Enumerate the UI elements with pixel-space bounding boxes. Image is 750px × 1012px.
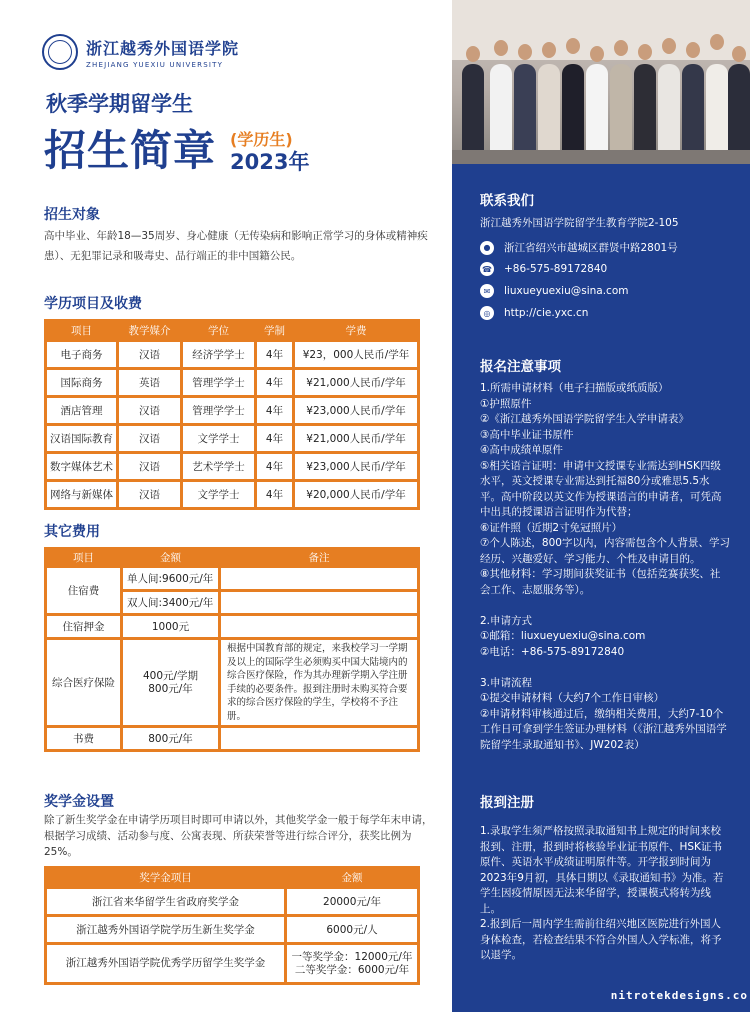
section-heading-target: 招生对象 bbox=[44, 207, 100, 223]
table-cell: 艺术学学士 bbox=[182, 453, 256, 481]
table-row bbox=[46, 453, 419, 481]
table-header: 项目 bbox=[46, 321, 118, 341]
contact-text: 浙江省绍兴市越城区群贤中路2801号 bbox=[504, 242, 678, 254]
table-header: 教学媒介 bbox=[118, 321, 182, 341]
section-heading-programs: 学历项目及收费 bbox=[44, 296, 142, 312]
table-header: 奖学金项目 bbox=[46, 868, 286, 888]
page-subtitle: 秋季学期留学生 bbox=[46, 92, 193, 116]
table-cell: 20000元/年 bbox=[286, 888, 419, 916]
table-cell: 数字媒体艺术 bbox=[46, 453, 118, 481]
section-heading-scholarship: 奖学金设置 bbox=[44, 794, 114, 810]
section-heading-other: 其它费用 bbox=[44, 524, 100, 540]
watermark: nitrotekdesigns.co bbox=[610, 989, 748, 1002]
table-row bbox=[46, 369, 419, 397]
table-cell: 4年 bbox=[256, 369, 294, 397]
contact-text[interactable]: http://cie.yxc.cn bbox=[504, 307, 589, 319]
other-fees-table bbox=[44, 547, 420, 752]
table-cell: 1000元 bbox=[122, 615, 220, 639]
table-row bbox=[46, 944, 419, 984]
table-row bbox=[46, 425, 419, 453]
email-icon: ✉ bbox=[480, 284, 494, 298]
school-name-cn: 浙江越秀外国语学院 bbox=[86, 38, 240, 58]
table-cell: 汉语 bbox=[118, 341, 182, 369]
table-cell: 国际商务 bbox=[46, 369, 118, 397]
right-column bbox=[452, 0, 750, 1012]
table-row bbox=[46, 727, 419, 751]
section-heading-register: 报到注册 bbox=[480, 795, 534, 811]
table-cell: 400元/学期 800元/年 bbox=[122, 639, 220, 727]
table-cell: 住宿押金 bbox=[46, 615, 122, 639]
table-cell: 800元/年 bbox=[122, 727, 220, 751]
page-title: 招生简章 bbox=[44, 126, 217, 175]
table-cell: 汉语 bbox=[118, 481, 182, 509]
phone-icon: ☎ bbox=[480, 262, 494, 276]
table-cell: 一等奖学金：12000元/年 二等奖学金：6000元/年 bbox=[286, 944, 419, 984]
table-cell bbox=[220, 591, 419, 615]
table-header: 项目 bbox=[46, 549, 122, 567]
table-cell: 单人间:9600元/年 bbox=[122, 567, 220, 591]
table-cell: 6000元/人 bbox=[286, 916, 419, 944]
table-cell: 住宿费 bbox=[46, 567, 122, 615]
title-year: 2023年 bbox=[230, 150, 310, 174]
table-cell bbox=[220, 727, 419, 751]
register-text: 1.录取学生须严格按照录取通知书上规定的时间来校报到、注册，报到时将核验毕业证书原件、HSK证书原件、英语水平成绩证明原件等。开学报到时间为2023年9月初，具体日期以《录取通知书》为准。若学生因疫情原因无法来华留学，授课模式将转为线上。 2.报到后一周内学生需前往绍兴地区医院进行外国人身体检查，若检查结果不符合外国人入学标准，将予以退学。 bbox=[480, 825, 724, 961]
table-cell: 汉语国际教育 bbox=[46, 425, 118, 453]
school-logo bbox=[42, 34, 239, 70]
table-cell: 汉语 bbox=[118, 453, 182, 481]
table-cell: 书费 bbox=[46, 727, 122, 751]
table-cell: 双人间:3400元/年 bbox=[122, 591, 220, 615]
table-cell: 网络与新媒体 bbox=[46, 481, 118, 509]
title-tag: (学历生) bbox=[230, 130, 293, 149]
table-row bbox=[46, 397, 419, 425]
web-icon: ◎ bbox=[480, 306, 494, 320]
contact-item bbox=[480, 306, 588, 320]
contact-text[interactable]: liuxueyuexiu@sina.com bbox=[504, 285, 629, 297]
table-cell: 综合医疗保险 bbox=[46, 639, 122, 727]
section-heading-notes: 报名注意事项 bbox=[480, 359, 561, 375]
table-cell-note: 根据中国教育部的规定，来我校学习一学期及以上的国际学生必须购买中国大陆境内的综合医疗保险，作为其办理新学期入学注册手续的必要条件。报到注册时未购买符合要求的综合医疗保险的学生，学校将不予注册。 bbox=[220, 639, 419, 727]
section-heading-contact: 联系我们 bbox=[480, 193, 534, 209]
table-row bbox=[46, 481, 419, 509]
table-header: 学位 bbox=[182, 321, 256, 341]
table-header: 金额 bbox=[122, 549, 220, 567]
table-cell: ¥23,000人民币/学年 bbox=[294, 453, 419, 481]
table-row bbox=[46, 341, 419, 369]
contact-item bbox=[480, 262, 607, 276]
table-cell: 浙江省来华留学生省政府奖学金 bbox=[46, 888, 286, 916]
table-cell: 汉语 bbox=[118, 397, 182, 425]
school-seal-icon bbox=[42, 34, 78, 70]
group-photo bbox=[452, 0, 750, 164]
table-cell: ¥21,000人民币/学年 bbox=[294, 425, 419, 453]
table-header: 学费 bbox=[294, 321, 419, 341]
table-cell: 4年 bbox=[256, 453, 294, 481]
table-row bbox=[46, 639, 419, 727]
table-header: 学制 bbox=[256, 321, 294, 341]
notes-text: 1.所需申请材料（电子扫描版或纸质版） ①护照原件 ②《浙江越秀外国语学院留学生入学申请表》 ③高中毕业证书原件 ④高中成绩单原件 ⑤相关语言证明：申请中文授课专业需达到HSK四级水平，英文授课专业需达到托福80分或雅思5.5水平。高中阶段以英文作为授课语言的申请者，可凭高中出具的授课语言证明作为代替； ⑥证件照（近期2寸免冠照片） ⑦个人陈述，800字以内，内容需包含个人背景、学习经历、兴趣爱好、学习能力、个性及申请目的。 ⑧其他材料：学习期间获奖证书（包括竞赛获奖、社会工作、志愿服务等）。 2.申请方式 ①邮箱：liuxueyuexiu@sina.com ②电话：+86-575-89172840 3.申请流程 ①提交申请材料（大约7个工作日审核） ②申请材料审核通过后，缴纳相关费用，大约7-10个工作日可拿到学生签证办理材料（《浙江越秀外国语学院留学生录取通知书》、JW202表） bbox=[480, 382, 730, 751]
table-cell: ¥23，000人民币/学年 bbox=[294, 341, 419, 369]
table-cell: 4年 bbox=[256, 425, 294, 453]
school-name-en: ZHEJIANG YUEXIU UNIVERSITY bbox=[86, 60, 224, 69]
table-cell: 4年 bbox=[256, 397, 294, 425]
table-cell: ¥21,000人民币/学年 bbox=[294, 369, 419, 397]
table-row bbox=[46, 916, 419, 944]
scholarship-text: 除了新生奖学金在申请学历项目时即可申请以外，其他奖学金一般于每学年末申请，根据学习成绩、活动参与度、公寓表现、所获荣誉等进行综合评分，获奖比例为25%。 bbox=[44, 814, 433, 858]
contact-office: 浙江越秀外国语学院留学生教育学院2-105 bbox=[480, 217, 679, 229]
table-cell bbox=[220, 567, 419, 591]
location-icon: ● bbox=[480, 241, 494, 255]
contact-item bbox=[480, 240, 678, 255]
table-cell: 4年 bbox=[256, 341, 294, 369]
target-text: 高中毕业、年龄18—35周岁、身心健康（无传染病和影响正常学习的身体或精神疾患）、无犯罪记录和吸毒史、品行端正的非中国籍公民。 bbox=[44, 230, 428, 262]
table-cell: 文学学士 bbox=[182, 481, 256, 509]
table-cell: 4年 bbox=[256, 481, 294, 509]
table-cell: 管理学学士 bbox=[182, 397, 256, 425]
table-cell: ¥20,000人民币/学年 bbox=[294, 481, 419, 509]
table-cell: 电子商务 bbox=[46, 341, 118, 369]
table-cell: 管理学学士 bbox=[182, 369, 256, 397]
programs-table bbox=[44, 319, 420, 510]
table-cell: 酒店管理 bbox=[46, 397, 118, 425]
scholarship-table bbox=[44, 866, 420, 985]
table-row bbox=[46, 567, 419, 591]
table-cell: 汉语 bbox=[118, 425, 182, 453]
contact-text: +86-575-89172840 bbox=[504, 263, 608, 275]
table-cell: 经济学学士 bbox=[182, 341, 256, 369]
table-cell bbox=[220, 615, 419, 639]
table-row bbox=[46, 615, 419, 639]
table-cell: 英语 bbox=[118, 369, 182, 397]
table-row bbox=[46, 888, 419, 916]
table-cell: 浙江越秀外国语学院学历生新生奖学金 bbox=[46, 916, 286, 944]
table-header: 备注 bbox=[220, 549, 419, 567]
contact-item bbox=[480, 284, 629, 298]
table-cell: 文学学士 bbox=[182, 425, 256, 453]
table-header: 金额 bbox=[286, 868, 419, 888]
table-cell: 浙江越秀外国语学院优秀学历留学生奖学金 bbox=[46, 944, 286, 984]
table-cell: ¥23,000人民币/学年 bbox=[294, 397, 419, 425]
